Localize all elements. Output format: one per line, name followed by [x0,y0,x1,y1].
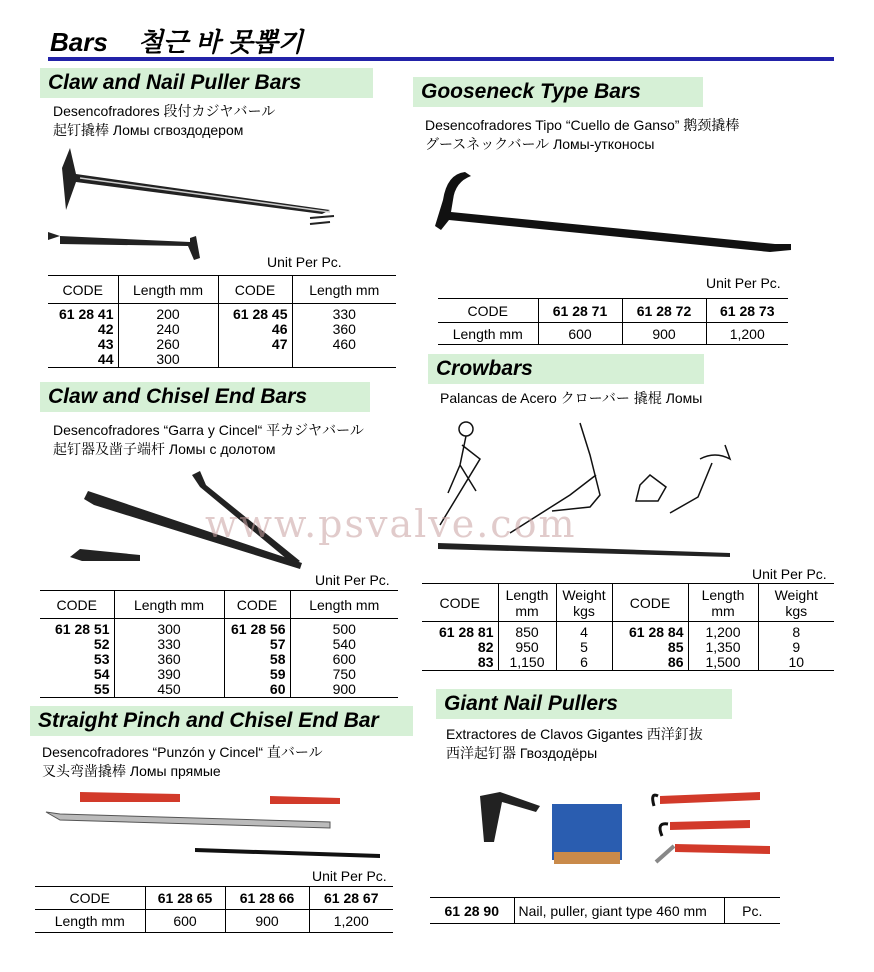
section-heading-giant-nail: Giant Nail Pullers [436,689,732,719]
table-cell-code: 61 28 56 [231,621,286,637]
table-cell-length: 950 [515,639,539,655]
table-cell-weight: 9 [792,639,801,655]
table-cell-length: 330 [157,636,181,652]
table-cell-code: 61 28 51 [55,621,110,637]
table-header-weight: Weight [562,586,606,603]
table-cell-code: 61 28 73 [706,299,788,323]
table-cell-weight: 6 [580,654,588,670]
table-cell-weight: 5 [580,639,588,655]
table-cell-code: 57 [269,636,286,652]
table-cell-length: 900 [332,681,356,697]
table-cell-length: 1,200 [309,910,393,933]
table-cell-code: 85 [667,639,684,655]
table-header-weight-unit: kgs [573,602,595,619]
straight-pinch-desc-line1: Desencofradores “Punzón y Cincel“ 直バール [42,744,323,760]
table-cell-length: 1,200 [706,323,788,345]
claw-nail-table [48,275,396,368]
table-header-code: CODE [224,591,290,619]
table-cell-length: 900 [225,910,309,933]
title-rule [48,57,834,61]
table-cell-length: 200 [156,306,180,322]
table-cell-code: 83 [477,654,494,670]
table-cell-weight: 8 [792,624,801,640]
claw-chisel-table [40,590,398,698]
watermark-text: www.psvalve.com [205,502,577,546]
giant-desc-line2: 西洋起钉器 Гвоздодёры [446,745,598,761]
table-header-code: CODE [467,302,508,319]
table-header-length: Length [701,586,745,603]
table-cell-length: 600 [332,651,356,667]
table-header-length: Length [505,586,549,603]
table-header-code: CODE [69,890,110,906]
table-cell-unit: Pc. [724,898,780,924]
page-title-english: Bars [50,27,108,57]
table-header-length: Length mm [292,276,396,304]
gooseneck-desc-line2: グースネックバール Ломы-утконосы [425,136,655,152]
crowbars-unit-label: Unit Per Pc. [752,566,827,582]
table-header-length: Length mm [114,591,224,619]
claw-nail-unit-label: Unit Per Pc. [267,254,342,270]
straight-pinch-bar-image [40,782,395,862]
table-cell-code: 58 [269,651,286,667]
table-header-weight: Weight [774,586,818,603]
table-header-length: Length mm [118,276,218,304]
table-cell-code: 43 [97,336,114,352]
table-cell-length: 330 [332,306,356,322]
section-heading-gooseneck: Gooseneck Type Bars [413,77,703,107]
claw-nail-desc-line2: 起钉撬棒 Ломы сгвоздодером [53,122,244,138]
table-cell-code: 54 [93,666,110,682]
gooseneck-table [438,298,788,345]
giant-nail-table [430,897,780,924]
table-cell-length: 850 [515,624,539,640]
table-cell-code: 61 28 72 [622,299,706,323]
table-cell-code: 61 28 45 [233,306,288,322]
table-cell-length: 260 [156,336,180,352]
table-cell-length: 600 [538,323,622,345]
table-cell-length: 360 [332,321,356,337]
giant-nail-puller-image [470,782,780,877]
straight-pinch-desc-line2: 叉头弯凿撬棒 Ломы прямые [42,763,221,779]
table-cell-code: 44 [97,351,114,367]
table-cell-weight: 10 [788,654,805,670]
table-cell-code: 47 [271,336,288,352]
table-cell-code: 61 28 66 [225,887,309,910]
crowbars-desc-line1: Palancas de Acero クローバー 撬棍 Ломы [440,390,703,406]
table-cell-code: 55 [93,681,110,697]
gooseneck-desc-line1: Desencofradores Tipo “Cuello de Ganso” 鹅颈撬棒 [425,117,740,133]
table-cell-length: 1,200 [705,624,741,640]
table-header-code: CODE [62,281,103,298]
table-header-code: CODE [56,596,97,613]
table-cell-code: 61 28 81 [439,624,494,640]
table-cell-length: 1,350 [705,639,741,655]
table-header-length: Length mm [54,913,125,929]
giant-desc-line1: Extractores de Clavos Gigantes 西洋釘抜 [446,726,703,742]
table-cell-code: 46 [271,321,288,337]
table-cell-code: 61 28 41 [59,306,114,322]
table-cell-length: 1,150 [509,654,545,670]
table-cell-length: 300 [156,351,180,367]
table-header-length-unit: mm [515,602,539,619]
table-cell-code: 53 [93,651,110,667]
table-header-length-unit: mm [711,602,735,619]
section-heading-crowbars: Crowbars [428,354,704,384]
table-cell-length: 390 [157,666,181,682]
crowbars-table [422,583,834,671]
table-cell-length: 460 [332,336,356,352]
table-cell-code: 52 [93,636,110,652]
section-heading-claw-nail: Claw and Nail Puller Bars [40,68,373,98]
table-cell-weight: 4 [580,624,588,640]
table-cell-code: 42 [97,321,114,337]
page-title [50,22,303,59]
claw-chisel-unit-label: Unit Per Pc. [315,572,390,588]
table-cell-code: 86 [667,654,684,670]
table-header-weight-unit: kgs [785,602,808,619]
claw-chisel-desc-line2: 起钉器及凿子端杆 Ломы с долотом [53,441,276,457]
gooseneck-unit-label: Unit Per Pc. [706,275,781,291]
table-cell-length: 500 [332,621,356,637]
table-cell-code: 82 [477,639,494,655]
page-title-korean: 철근 바 못뽑기 [137,27,303,57]
claw-chisel-desc-line1: Desencofradores “Garra y Cincel“ 平カジヤバール [53,422,364,438]
table-header-length: Length mm [290,591,398,619]
table-cell-length: 240 [156,321,180,337]
claw-nail-bar-image [40,140,340,265]
table-cell-length: 360 [157,651,181,667]
gooseneck-bar-image [425,160,795,260]
table-header-length: Length mm [452,325,523,342]
section-heading-claw-chisel: Claw and Chisel End Bars [40,382,370,412]
table-cell-code: 61 28 67 [309,887,393,910]
table-cell-code: 61 28 65 [145,887,225,910]
table-cell-length: 750 [332,666,356,682]
table-cell-length: 450 [157,681,181,697]
straight-pinch-table [35,886,393,933]
straight-pinch-unit-label: Unit Per Pc. [312,868,387,884]
table-cell-description: Nail, puller, giant type 460 mm [514,898,724,924]
table-cell-length: 1,500 [705,654,741,670]
table-cell-code: 61 28 84 [629,624,684,640]
claw-nail-desc-line1: Desencofradores 段付カジヤバール [53,103,276,119]
table-cell-code: 61 28 90 [444,902,499,919]
table-cell-code: 60 [269,681,286,697]
table-cell-length: 600 [145,910,225,933]
table-cell-length: 300 [157,621,181,637]
table-cell-code: 61 28 71 [538,299,622,323]
table-cell-length: 900 [622,323,706,345]
table-header-code: CODE [612,584,688,622]
table-header-code: CODE [218,276,292,304]
table-header-code: CODE [439,594,480,611]
table-cell-code: 59 [269,666,286,682]
table-cell-length: 540 [332,636,356,652]
section-heading-straight-pinch: Straight Pinch and Chisel End Bar [30,706,413,736]
